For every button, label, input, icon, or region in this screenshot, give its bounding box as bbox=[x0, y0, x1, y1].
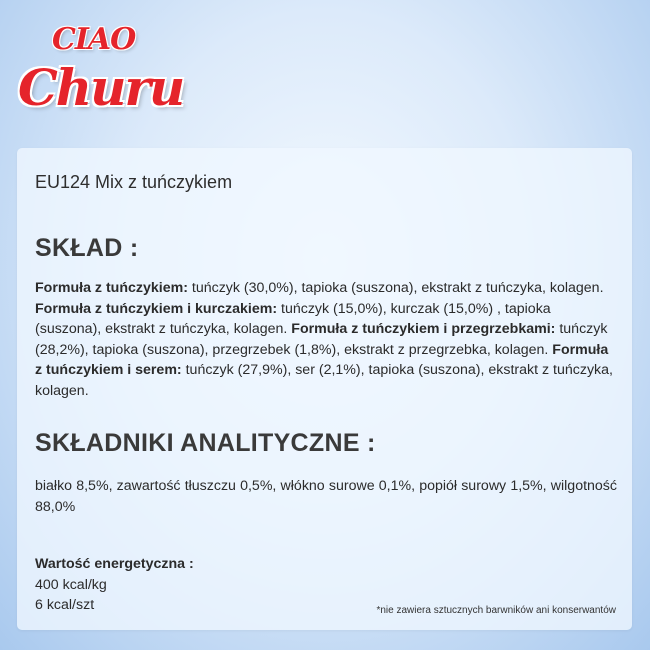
formula-label: Formuła z tuńczykiem i kurczakiem: bbox=[35, 300, 278, 317]
formula-label: Formuła z tuńczykiem: bbox=[35, 280, 188, 296]
energy-value-kg: 400 kcal/kg bbox=[35, 576, 107, 593]
analytic-title: SKŁADNIKI ANALITYCZNE : bbox=[35, 429, 376, 457]
energy-block bbox=[35, 554, 194, 616]
energy-value-piece: 6 kcal/szt bbox=[35, 597, 95, 613]
energy-label: Wartość energetyczna : bbox=[35, 556, 194, 572]
logo-ciao-text: CIAO bbox=[52, 22, 136, 57]
composition-title: SKŁAD : bbox=[35, 234, 139, 262]
brand-logo bbox=[14, 22, 184, 132]
analytic-text: białko 8,5%, zawartość tłuszczu 0,5%, włókno surowe 0,1%, popiół surowy 1,5%, wilgotność 88,0% bbox=[35, 478, 617, 515]
formula-label: Formuła z tuńczykiem i przegrzebkami: bbox=[291, 321, 556, 337]
footnote: *nie zawiera sztucznych barwników ani konserwantów bbox=[376, 605, 616, 616]
formula-text: tuńczyk (27,9%), ser (2,1%), tapioka (suszona), ekstrakt z tuńczyka, kolagen. bbox=[35, 362, 613, 399]
info-card bbox=[17, 148, 632, 630]
formula-label: Formuła z tuńczykiem i serem: bbox=[35, 341, 609, 378]
formula-text: tuńczyk (15,0%), kurczak (15,0%) , tapioka (suszona), ekstrakt z tuńczyka, kolagen. bbox=[35, 300, 551, 337]
logo-churu-text: Churu bbox=[18, 58, 184, 117]
formula-text: tuńczyk (30,0%), tapioka (suszona), ekstrakt z tuńczyka, kolagen. bbox=[187, 280, 604, 296]
composition-text bbox=[35, 278, 617, 401]
formula-text: tuńczyk (28,2%), tapioka (suszona), przegrzebek (1,8%), ekstrakt z przegrzebka, kolagen. bbox=[35, 321, 608, 358]
product-name: EU124 Mix z tuńczykiem bbox=[35, 172, 233, 192]
